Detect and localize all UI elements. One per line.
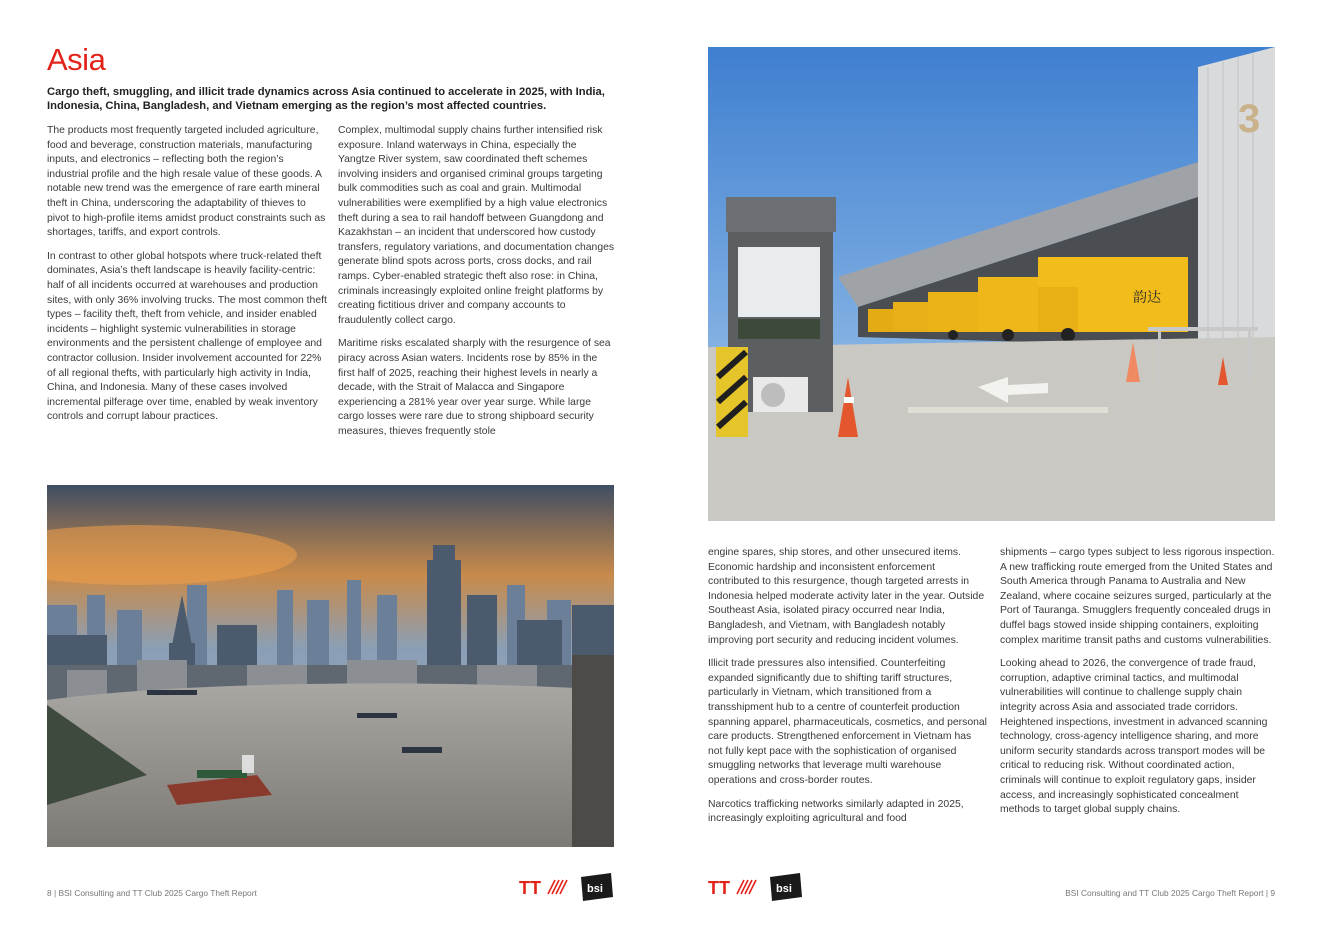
svg-text:bsi: bsi [776, 883, 792, 895]
logistics-depot-photo [708, 47, 1275, 521]
page-footer: BSI Consulting and TT Club 2025 Cargo Theft Report | 9 [1065, 888, 1275, 898]
bsi-logo [577, 871, 615, 903]
paragraph: The products most frequently targeted included agriculture, food and beverage, construction materials, manufacturing inputs, and electronics – reflecting both the region’s industrial profile and the high resale value of these goods. A notable new trend was the emergence of rare earth mineral theft in China, underscoring the adaptability of thieves to pivot to high-profile items amidst product constraints such as shortages, tariffs, and export controls. [47, 125, 326, 239]
lede-paragraph: Cargo theft, smuggling, and illicit trade dynamics across Asia continued to accelerate in 2025, with India, Indonesia, China, Bangladesh, and Vietnam emerging as the region’s most affected countries. [47, 86, 605, 112]
svg-text:TT: TT [708, 878, 730, 898]
paragraph: Illicit trade pressures also intensified. Counterfeiting expanded significantly due to shifting tariff structures, particularly in Vietnam, which transitioned from a transshipment hub to a centre of counterfeit production spanning apparel, pharmaceuticals, cosmetics, and personal care products. Strengthened enforcement in Vietnam has not fully kept pace with the sophistication of organised smuggling networks that leverage multi warehouse operations and cross-border routes. [708, 658, 987, 786]
page-title: Asia [47, 42, 106, 77]
paragraph: Looking ahead to 2026, the convergence of trade fraud, corruption, adaptive criminal tactics, and multimodal vulnerabilities will continue to challenge supply chain integrity across Asia and associated trade corridors. Heightened inspections, investment in advanced scanning technology, cross-agency intelligence sharing, and more uniform security standards across transport modes will be critical to reducing risk. Without coordinated action, criminals will continue to exploit regulatory gaps, insider access, and increasingly sophisticated concealment methods to target global supply chains. [1000, 658, 1268, 816]
right-column-2 [1000, 546, 1278, 827]
bsi-logo [766, 871, 804, 903]
page-footer: 8 | BSI Consulting and TT Club 2025 Cargo Theft Report [47, 888, 257, 898]
city-skyline-photo [47, 485, 614, 847]
right-page [662, 0, 1323, 936]
left-column-1 [47, 124, 327, 434]
tt-club-logo [708, 874, 758, 900]
svg-text:韵达: 韵达 [1133, 290, 1161, 306]
paragraph: Complex, multimodal supply chains further intensified risk exposure. Inland waterways in China, especially the Yangtze River system, saw coordinated theft schemes involving insiders and organised criminal groups targeting bulk commodities such as coal and grain. Multimodal vulnerabilities were exemplified by a high value electronics theft during a sea to rail handoff between Guangdong and Kazakhstan – an incident that underscored how custody transfers, regulatory variations, and documentation changes generate blind spots across ports, cross docks, and rail ramps. Cyber-enabled strategic theft also rose: in China, criminals increasingly exploited online freight platforms by creating fictitious driver and company accounts to fraudulently collect cargo. [338, 125, 615, 326]
svg-text:bsi: bsi [587, 883, 603, 895]
left-page [0, 0, 661, 936]
paragraph: shipments – cargo types subject to less rigorous inspection. A new trafficking route emerged from the United States and South America through Panama to Australia and New Zealand, where cocaine seizures surged, particularly at the Port of Tauranga. Smugglers frequently concealed drugs in duffel bags stowed inside shipping containers, exploiting complex maritime transit paths and customs vulnerabilities. [1000, 547, 1275, 646]
paragraph: Narcotics trafficking networks similarly adapted in 2025, increasingly exploiting agricultural and food [708, 798, 964, 825]
tt-club-logo [519, 874, 569, 900]
paragraph: Maritime risks escalated sharply with the resurgence of sea piracy across Asian waters. Incidents rose by 85% in the first half of 2025, reaching their highest levels in nearly a decade, with the Strait of Malacca and Singapore experiencing a 281% year over year surge. While large cargo losses were rare due to strong shipboard security measures, thieves frequently stole [338, 338, 611, 437]
svg-text:TT: TT [519, 878, 541, 898]
paragraph: engine spares, ship stores, and other unsecured items. Economic hardship and inconsistent enforcement contributed to this resurgence, though targeted arrests in Indonesia helped moderate activity later in the year. Outside Southeast Asia, isolated piracy occurred near India, Bangladesh, and Vietnam, with Bangladesh notably improving port security and reducing incident volumes. [708, 547, 985, 646]
paragraph: In contrast to other global hotspots where truck-related theft dominates, Asia’s theft landscape is heavily facility-centric: half of all incidents occurred at warehouses and production sites, with only 36% involving trucks. The most common theft types – facility theft, theft from vehicle, and insider enabled incidents – highlight systemic vulnerabilities in storage environments and the persistent challenge of employee and contractor collusion. Insider involvement accounted for 22% of all regional thefts, with particularly high activity in India, China, and Indonesia. Many of these cases involved incremental pilferage over time, enabled by weak inventory controls and corrupt labour practices. [47, 250, 327, 423]
right-column-1 [708, 546, 988, 836]
svg-text:3: 3 [1238, 97, 1261, 141]
left-column-2 [338, 124, 616, 448]
